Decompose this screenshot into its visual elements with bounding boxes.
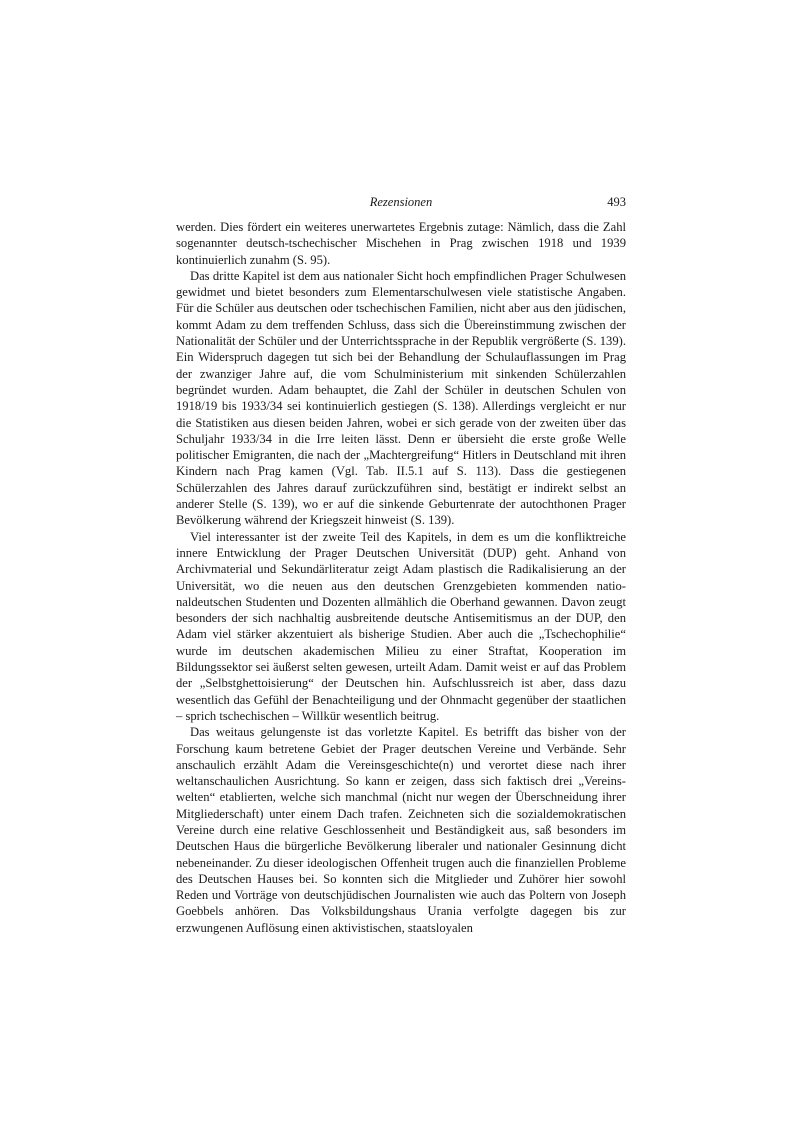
page-number: 493: [607, 195, 626, 209]
document-page: [176, 195, 626, 936]
paragraph-schulwesen: Das dritte Kapitel ist dem aus nationaler Sicht hoch empfindlichen Prager Schulwesen gewidmet und bietet besonders zum Elementarschulwesen viele statistische Angaben. Für die Schüler aus deutschen oder tschechischen Familien, nicht aber aus den jüdischen, kommt Adam zu dem treffenden Schluss, dass sich die Übereinstimmung zwischen der Nationalität der Schüler und der Unterrichtssprache in der Republik vergrößerte (S. 139). Ein Widerspruch dagegen tut sich bei der Behandlung der Schulauflassungen im Prag der zwanziger Jahre auf, die vom Schulministerium mit sinkenden Schülerzahlen begründet wurden. Adam behauptet, die Zahl der Schüler in deutschen Schulen von 1918/19 bis 1933/34 sei kontinuierlich gestiegen (S. 138). Allerdings vergleicht er nur die Statistiken aus diesen beiden Jahren, wobei er sich gerade von der zweiten über das Schuljahr 1933/34 in die Irre leiten lässt. Denn er übersieht die erste große Welle politischer Emigranten, die nach der „Machtergreifung“ Hitlers in Deutschland mit ihren Kindern nach Prag kamen (Vgl. Tab. II.5.1 auf S. 113). Dass die gestiegenen Schülerzahlen des Jahres darauf zurückzuführen sind, bestätigt er indirekt selbst an anderer Stelle (S. 139), wo er auf die sinkende Geburtenrate der autochthonen Prager Bevölkerung während der Kriegszeit hinweist (S. 139).: [176, 268, 626, 528]
body-text: [176, 219, 626, 936]
paragraph-universitaet: Viel interessanter ist der zweite Teil des Kapitels, in dem es um die konfliktreiche innere Entwicklung der Prager Deutschen Universität (DUP) geht. Anhand von Archivmaterial und Sekundärliteratur zeigt Adam plastisch die Radikalisierung an der Universität, wo die neuen aus den deutschen Grenzgebieten kommenden nationaldeutschen Studenten und Dozenten allmählich die Oberhand gewannen. Davon zeugt besonders der sich nachhaltig ausbreitende deutsche Antisemitismus an der DUP, den Adam viel stärker akzentuiert als bisherige Studien. Aber auch die „Tschechophilie“ wurde im deutschen akademischen Milieu zu einer Straftat, Kooperation im Bildungssektor sei äußerst selten gewesen, urteilt Adam. Damit weist er auf das Problem der „Selbstghettoisierung“ der Deutschen hin. Aufschlussreich ist aber, dass dazu wesentlich das Gefühl der Benachteiligung und der Ohnmacht gegenüber der staatlichen – sprich tschechischen – Willkür wesentlich beitrug.: [176, 529, 626, 723]
running-head: [176, 195, 626, 213]
running-head-title: Rezensionen: [369, 195, 433, 209]
paragraph-vereine: Das weitaus gelungenste ist das vorletzte Kapitel. Es betrifft das bisher von der Forschung kaum betretene Gebiet der Prager deutschen Vereine und Verbände. Sehr anschaulich erzählt Adam die Vereinsgeschichte(n) und verortet diese nach ihrer weltanschaulichen Ausrichtung. So kann er zeigen, dass sich faktisch drei „Vereinswelten“ etablierten, welche sich manchmal (nicht nur wegen der Überschneidung ihrer Mitgliederschaft) unter einem Dach trafen. Zeichneten sich die sozialdemokratischen Vereine durch eine relative Geschlossenheit und Beständigkeit aus, saß besonders im Deutschen Haus die bürgerliche Bevölkerung liberaler und nationaler Gesinnung dicht nebeneinander. Zu dieser ideologischen Offenheit trugen auch die finanziellen Probleme des Deutschen Hauses bei. So konnten sich die Mitglieder und Zuhörer hier sowohl Reden und Vorträge von deutschjüdischen Journalisten wie auch das Poltern von Joseph Goebbels anhören. Das Volksbildungshaus Urania verfolgte dagegen bis zur erzwungenen Auflösung einen aktivistischen, staatsloyalen: [176, 725, 626, 935]
paragraph-continued: werden. Dies fördert ein weiteres unerwartetes Ergebnis zutage: Nämlich, dass die Zahl sogenannter deutsch-tschechischer Mischehen in Prag zwischen 1918 und 1939 kontinuierlich zunahm (S. 95).: [176, 220, 626, 267]
